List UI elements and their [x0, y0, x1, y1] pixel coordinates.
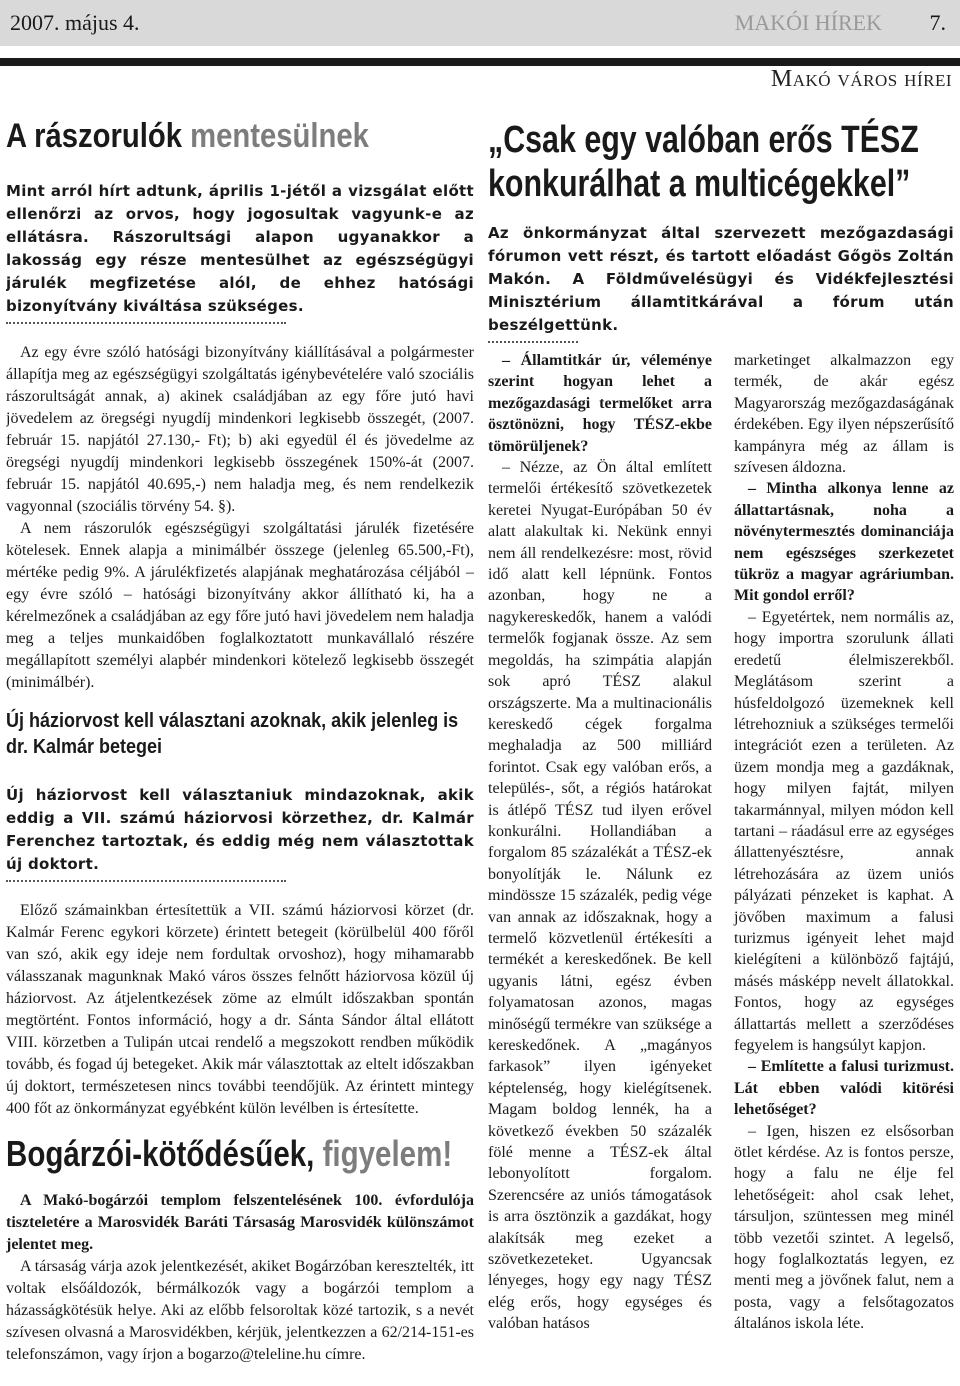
- interview-question: – Említette a falusi turizmust. Lát ebben valódi kitörési lehetőséget?: [734, 1058, 954, 1119]
- paragraph: A társaság várja azok jelentkezését, akiket Bogárzóban keresztelték, itt voltak elsőáldozók, bérmálkozók vagy a bogárzói templom a házasságkötésük helye. Aki az előbb felsoroltak közé tartozik, s a nevét szívesen olvasná a Marosvidékben, kérjük, jelentkezzen a 62/214-151-es telefonszámon, vagy írjon a bogarzo@teleline.hu címre.: [6, 1258, 474, 1363]
- paragraph: Előző számainkban értesítettük a VII. számú háziorvosi körzet (dr. Kalmár Ferenc egykori körzete) érintett betegeit (körülbelül 400 főről van szó, akik egy ideje nem fordultak orvoshoz), hogy mihamarabb válasszanak magunknak Makó város összes felnőtt háziorvosa közül új háziorvost. Az átjelentkezések zöme az elmúlt időszakban spontán megtörtént. Fontos információ, hogy a dr. Sánta Sándor által ellátott VIII. körzetben a Tulipán utcai rendelő a megszokott rendben működik tovább, és fogad új betegeket. Akik már választottak az eltelt időszakban új doktort, természetesen nincs további teendőjük. Az érintett mintegy 400 főt az önkormányzat egyébként külön levélben is értesítette.: [6, 902, 474, 1117]
- interview-column-2: [734, 350, 954, 1335]
- dotted-separator: [6, 322, 286, 324]
- article-title-bogárzó: Bogárzói-kötődésűek, figyelem!: [6, 1133, 453, 1174]
- section-name: MAKÓI HÍREK: [734, 10, 882, 35]
- dotted-separator: [6, 880, 286, 882]
- article-body: [6, 900, 474, 1120]
- article-title-háziorvos: Új háziorvost kell választani azoknak, akik jelenleg is dr. Kalmár betegei: [6, 710, 459, 758]
- paragraph: A nem rászorulók egészségügyi szolgáltatási járulék fizetésére kötelesek. Ennek alapja a minimálbér összege (jelenleg 65.500,-Ft), mértéke pedig 9%. A járulékfizetés alapjának meghatározása céljából – egy évre szóló – hatósági bizonyítvány akkor állítható ki, ha a kérelmezőnek a családjában az egy főre jutó havi jövedelem nem haladja meg a teljes munkaidőben foglalkoztatott munkavállaló részére megállapított személyi alapbér mindenkori kötelező legkisebb összegét (minimálbér).: [6, 520, 474, 691]
- left-column: [6, 104, 474, 1386]
- divider-bar: [0, 58, 960, 66]
- subsection-title: Makó város hírei: [770, 66, 952, 92]
- interview-answer: – Igen, hiszen ez elsősorban ötlet kérdése. Az is fontos persze, hogy a falu ne élje fel lehetőségeit: ahol csak lehet, társuljon, szüntessen meg minél több vezetői szintet. A legelső, hogy foglalkoztatás legyen, ez menti meg a jövőnek falut, nem a posta, vagy a felsőtagozatos általános iskola léte.: [734, 1122, 954, 1333]
- paragraph: Az egy évre szóló hatósági bizonyítvány kiállításával a polgármester állapítja meg az egészségügyi szolgáltatás igénybevételére való szociális rászorultságát annak, a) akinek családjában az egy főre jutó havi jövedelem az öregségi nyugdíj mindenkori legkisebb összegét, (2007. február 15. napjától 27.130,- Ft); b) aki egyedül él és jövedelme az öregségi nyugdíj mindenkori legkisebb összegének 150%-át (2007. február 15. napjától 40.695,-) nem haladja meg, és nem rendelkezik vagyonnal (szociális törvény 54. §).: [6, 344, 474, 515]
- article-lead: Mint arról hírt adtunk, április 1-jétől a vizsgálat előtt ellenőrzi az orvos, hogy jogosultak vagyunk-e az ellátásra. Rászorultsági alapon ugyanakkor a lakosság egy része mentesülhet az egészségügyi járulék megfizetése alól, de ehhez hatósági bizonyítvány kiváltása szükséges.: [6, 182, 474, 315]
- article-lead: Új háziorvost kell választaniuk mindazoknak, akik eddig a VII. számú háziorvosi körzethez, dr. Kalmár Ferenchez tartoztak, és eddig még nem választottak új doktort.: [6, 786, 474, 873]
- article-lead: A Makó-bogárzói templom felszentelésének 100. évfordulója tiszteletére a Marosvidék Baráti Társaság Marosvidék különszámot jelentet meg.: [6, 1192, 474, 1253]
- article-title-tész: „Csak egy valóban erős TÉSZ konkurálhat a multicégekkel”: [488, 119, 919, 205]
- article-lead: Az önkormányzat által szervezett mezőgazdasági fórumon vett részt, és tartott előadást Gőgös Zoltán Makón. A Földművelésügyi és Vidékfejlesztési Minisztérium államtitkárával a fórum után beszélgettünk.: [488, 224, 954, 334]
- interview-answer: – Egyetértek, nem normális az, hogy importra szorulunk állati eredetű élelmiszerekből. Meglátásom szerint a húsfeldolgozó üzemeknek kell létrehozniuk a szükséges termelői integrációt ezen a területen. Az üzem mondja meg a gazdáknak, hogy milyen fajtát, milyen takarmánnyal, milyen módon kell tartani – ráadásul erre az egységes állattenyésztésre, annak létrehozására az üzem uniós pályázati pénzeket is kaphat. A jövőben maximum a falusi turizmus igényeit lehet majd kielégíteni a különböző fajtájú, másés másképp nevelt állatokkal. Fontos, hogy az egységes állattartás mellett a szerződéses fegyelem is hangsúlyt kapjon.: [734, 608, 954, 1054]
- article-body: [6, 1190, 474, 1366]
- right-column: [488, 104, 954, 1386]
- interview-answer: marketinget alkalmazzon egy termék, de akár egész Magyarország mezőgazdaságának érdekében. Egy ilyen népszerűsítő kampányra még az állam is szívesen áldozna.: [734, 352, 954, 477]
- header-bar: [0, 0, 960, 46]
- article-body: [6, 342, 474, 694]
- article-title-rászorulók: A rászorulók mentesülnek: [6, 117, 369, 155]
- issue-date: 2007. május 4.: [10, 10, 140, 35]
- interview-column-1: [488, 350, 712, 1335]
- dotted-separator: [488, 341, 578, 343]
- page-number: 7.: [929, 10, 946, 35]
- interview-question: – Államtitkár úr, véleménye szerint hogyan lehet a mezőgazdasági termelőket arra ösztönözni, hogy TÉSZ-ekbe tömörüljenek?: [488, 352, 712, 455]
- interview-answer: – Nézze, az Ön által említett termelői értékesítő szövetkezetek keretei Nyugat-Európában 50 év alatt alakultak ki. Nekünk ennyi nem áll rendelkezésre: most, rövid idő alatt kell lépnünk. Fontos azonban, hogy ne a nagykereskedők, hanem a valódi termelők fogjanak össze. Az sem megoldás, ha szimpátia alapján sok apró TÉSZ alakul országszerte. Ma a multinacionális kereskedő cégek forgalma meghaladja az 500 milliárd forintot. Csak egy valóban erős, a település-, sőt, a régiós határokat is átlépő TÉSZ tud ilyen erővel konkurálni. Hollandiában a forgalom 85 százalékát a TÉSZ-ek bonyolítják le. Nálunk ez mindössze 15 százalék, pedig vége van annak az időszaknak, hogy a termelő közvetlenül értékesíti a termékét a kereskedőnek. Be kell ugyanis látni, egész évben folyamatosan azonos, magas minőségű termékre van szüksége a kereskedőnek. A „magányos farkasok” ilyen igényeket képtelenség, hogy kielégítsenek. Magam boldog lennék, ha a következő években 50 százalék fölé menne a TÉSZ-ek által lebonyolított forgalom. Szerencsére az uniós támogatások is arra ösztönzik a gazdákat, hogy alakítsák meg ezeket a szövetkezeteket. Ugyancsak lényeges, hogy egy nagy TÉSZ elég erős, hogy egységes és valóban hatásos: [488, 459, 712, 1333]
- interview-question: – Mintha alkonya lenne az állattartásnak, noha a növénytermesztés dominanciája nem egészséges szerkezetet tükröz a magyar agráriumban. Mit gondol erről?: [734, 480, 954, 605]
